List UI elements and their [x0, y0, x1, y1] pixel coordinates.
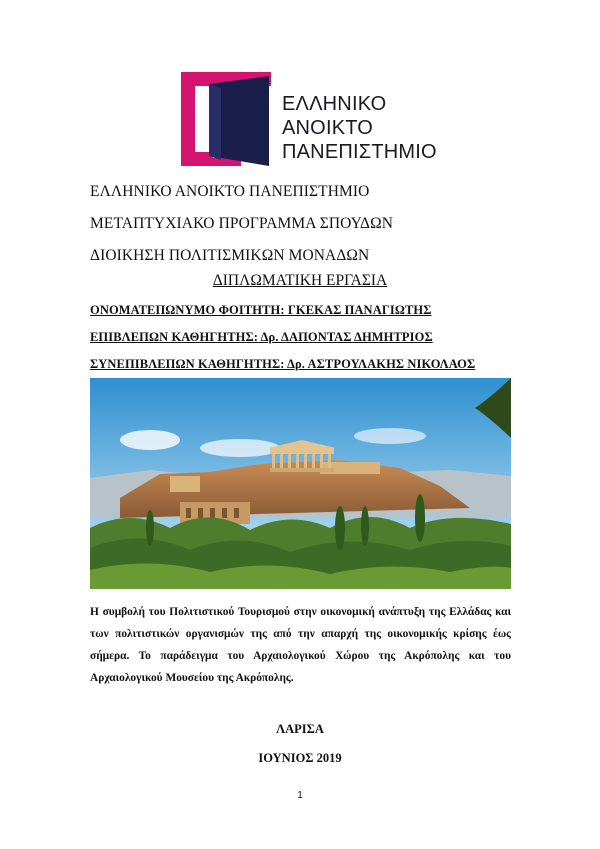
university-logo-icon — [181, 72, 281, 166]
page-number: 1 — [297, 790, 303, 801]
logo-line-1: ΕΛΛΗΝΙΚΟ — [282, 93, 387, 115]
acropolis-photo-icon — [90, 378, 511, 589]
logo-line-3: ΠΑΝΕΠΙΣΤΗΜΙΟ — [282, 141, 437, 163]
acropolis-photo — [90, 378, 511, 589]
department-name: ΔΙΟΙΚΗΣΗ ΠΟΛΙΤΙΣΜΙΚΩΝ ΜΟΝΑΔΩΝ — [90, 247, 370, 264]
city: ΛΑΡΙΣΑ — [276, 722, 324, 736]
thesis-title: Η συμβολή του Πολιτιστικού Τουρισμού στην οικονομική ανάπτυξη της Ελλάδας και των πολιτιστικών οργανισμών της από την απαρχή της οικονομικής κρίσης έως σήμερα. Το παράδειγμα του Αρχαιολογικού Χώρου της Ακρόπολης και του Αρχαιολογικού Μουσείου της Ακρόπολης. — [90, 606, 511, 684]
student-name: ΟΝΟΜΑΤΕΠΩΝΥΜΟ ΦΟΙΤΗΤΗ: ΓΚΕΚΑΣ ΠΑΝΑΓΙΩΤΗΣ — [90, 303, 432, 317]
logo-wordmark — [282, 92, 437, 164]
supervisor-name: ΕΠΙΒΛΕΠΩΝ ΚΑΘΗΓΗΤΗΣ: Δρ. ΔΑΠΟΝΤΑΣ ΔΗΜΗΤΡΙΟΣ — [90, 330, 433, 344]
thesis-type: ΔΙΠΛΩΜΑΤΙΚΗ ΕΡΓΑΣΙΑ — [212, 272, 388, 289]
program-name: ΜΕΤΑΠΤΥΧΙΑΚΟ ΠΡΟΓΡΑΜΜΑ ΣΠΟΥΔΩΝ — [90, 215, 393, 232]
co-supervisor-name: ΣΥΝΕΠΙΒΛΕΠΩΝ ΚΑΘΗΓΗΤΗΣ: Δρ. ΑΣΤΡΟΥΛΑΚΗΣ ΝΙΚΟΛΑΟΣ — [90, 357, 476, 371]
date: ΙΟΥΝΙΟΣ 2019 — [258, 751, 342, 765]
logo-line-2: ΑΝΟΙΚΤΟ — [282, 117, 374, 139]
university-name: ΕΛΛΗΝΙΚΟ ΑΝΟΙΚΤΟ ΠΑΝΕΠΙΣΤΗΜΙΟ — [90, 183, 370, 200]
